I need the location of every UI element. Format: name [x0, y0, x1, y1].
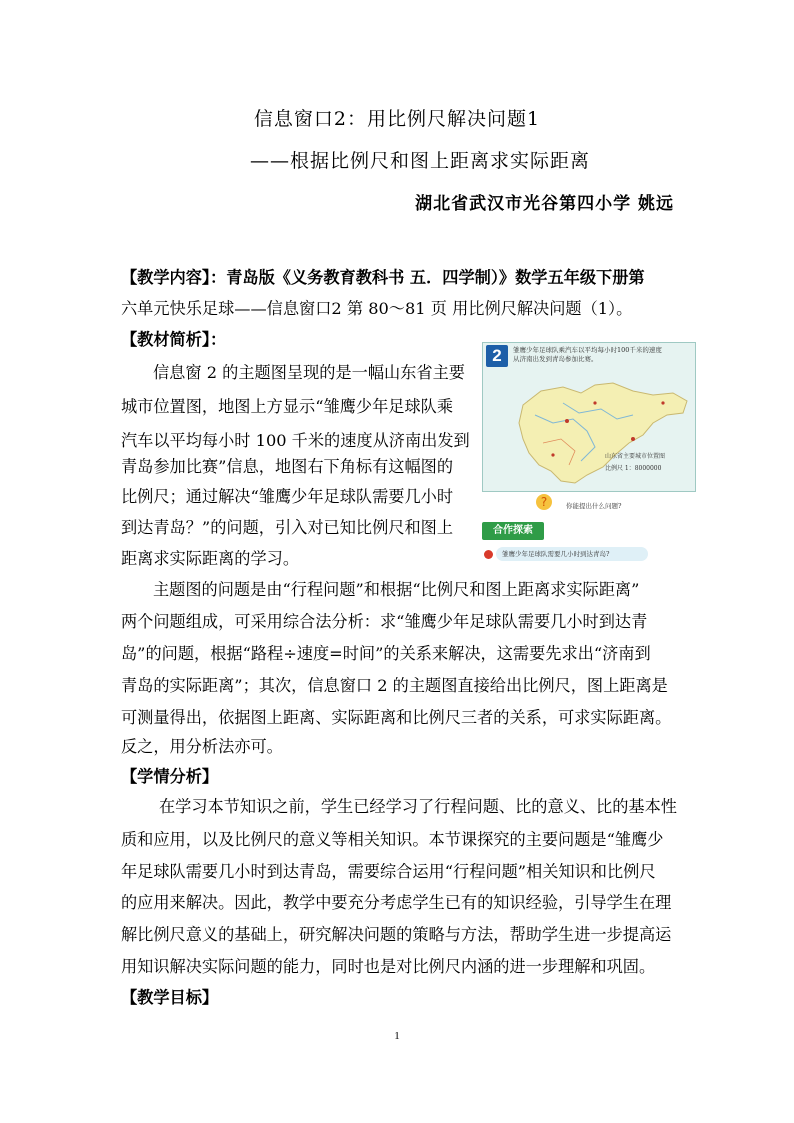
line-analysis-1: 主题图的问题是由“行程问题”和根据“比例尺和图上距离求实际距离”	[153, 580, 640, 599]
legend-title: 山东省主要城市位置图	[605, 453, 666, 460]
line-student-3: 年足球队需要几小时到达青岛，需要综合运用“行程问题”相关知识和比例尺	[121, 862, 656, 881]
question-mark-icon	[534, 492, 554, 512]
document-title: 信息窗口2：用比例尺解决问题1	[253, 108, 541, 130]
line-analysis-2: 两个问题组成，可采用综合法分析：求“雏鹰少年足球队需要几小时到达青	[121, 612, 648, 631]
map-legend	[605, 451, 687, 483]
legend-scale: 比例尺 1：8000000	[605, 465, 662, 472]
line-analysis-5: 可测量得出，依据图上距离、实际距离和比例尺三者的关系，可求实际距离。	[121, 708, 672, 727]
textbook-figure	[482, 342, 696, 566]
line-student-2: 质和应用，以及比例尺的意义等相关知识。本节课探究的主要问题是“雏鹰少	[121, 830, 664, 849]
line-material-7: 距离求实际距离的学习。	[121, 549, 300, 568]
line-material-heading: 【教材简析】：	[121, 330, 227, 349]
line-student-4: 的应用来解决。因此，教学中要充分考虑学生已有的知识经验，引导学生在理	[121, 893, 672, 912]
map-question-line: 从济南出发到青岛参加比赛。	[513, 355, 598, 363]
line-material-6: 到达青岛？”的问题，引入对已知比例尺和图上	[121, 518, 454, 537]
map-question	[513, 346, 662, 364]
city-marker	[551, 453, 554, 456]
line-material-5: 比例尺；通过解决“雏鹰少年足球队需要几小时	[121, 487, 454, 506]
line-student-heading: 【学情分析】	[121, 767, 219, 786]
city-marker	[593, 401, 596, 404]
line-student-1: 在学习本节知识之前，学生已经学习了行程问题、比的意义、比的基本性	[159, 797, 677, 816]
bullet-dot-icon	[484, 550, 493, 559]
line-material-3: 汽车以平均每小时 100 千米的速度从济南出发到	[121, 431, 470, 450]
line-material-2: 城市位置图，地图上方显示“雏鹰少年足球队乘	[121, 397, 454, 416]
line-teaching-content-2: 六单元快乐足球——信息窗口2 第 80～81 页 用比例尺解决问题（1）。	[121, 299, 633, 318]
page-number: 1	[394, 1030, 400, 1042]
line-goals-heading: 【教学目标】	[121, 988, 219, 1007]
shandong-map	[482, 342, 696, 492]
author-line: 湖北省武汉市光谷第四小学 姚远	[415, 194, 674, 214]
line-material-4: 青岛参加比赛”信息，地图右下角标有这幅图的	[121, 457, 454, 476]
line-analysis-6: 反之，用分析法亦可。	[121, 737, 283, 756]
line-material-1: 信息窗 2 的主题图呈现的是一幅山东省主要	[153, 363, 465, 382]
city-marker	[631, 437, 635, 441]
bubble-prompt: 你能提出什么问题?	[566, 502, 622, 510]
city-marker	[661, 401, 664, 404]
line-analysis-4: 青岛的实际距离”；其次，信息窗口 2 的主题图直接给出比例尺，图上距离是	[121, 676, 668, 695]
line-student-5: 解比例尺意义的基础上，研究解决问题的策略与方法，帮助学生进一步提高运	[121, 925, 672, 944]
window-number-badge: 2	[486, 345, 508, 367]
question-pill: 雏鹰少年足球队需要几小时到达青岛?	[496, 547, 648, 561]
city-marker	[565, 419, 569, 423]
map-question-line: 雏鹰少年足球队乘汽车以平均每小时100千米的速度	[513, 346, 662, 354]
line-student-6: 用知识解决实际问题的能力，同时也是对比例尺内涵的进一步理解和巩固。	[121, 957, 656, 976]
svg-text:?: ?	[540, 495, 548, 509]
cooperative-explore-label: 合作探索	[482, 522, 544, 540]
line-teaching-content-1: 【教学内容】：青岛版《义务教育教科书 五．四学制）》数学五年级下册第	[121, 268, 645, 287]
document-subtitle: ——根据比例尺和图上距离求实际距离	[250, 150, 591, 172]
line-analysis-3: 岛”的问题，根据“路程÷速度=时间”的关系来解决，这需要先求出“济南到	[121, 644, 651, 663]
